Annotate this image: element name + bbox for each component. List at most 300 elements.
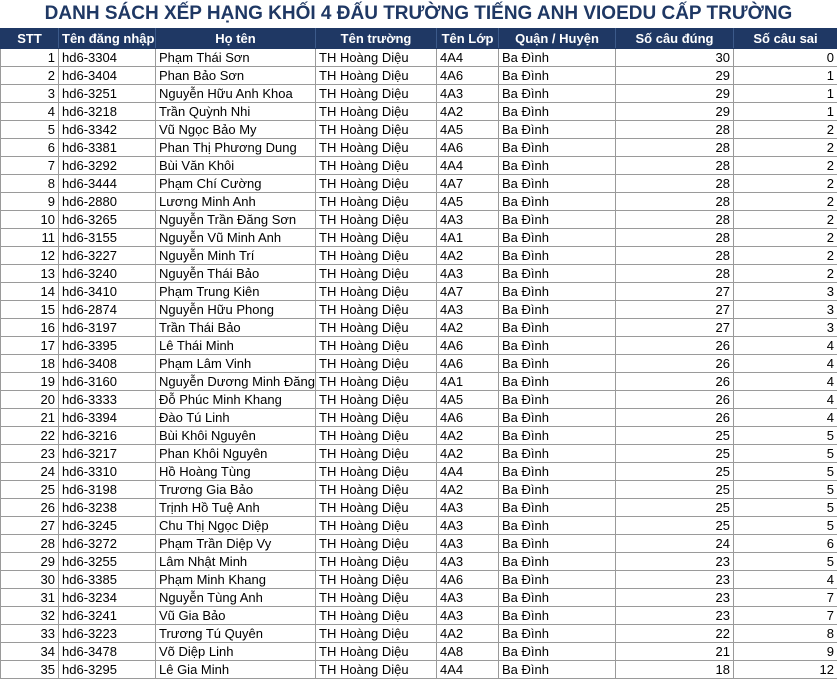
cell-school[interactable]: TH Hoàng Diệu [316,463,437,481]
cell-class[interactable]: 4A2 [437,103,499,121]
cell-class[interactable]: 4A7 [437,175,499,193]
cell-district[interactable]: Ba Đình [499,283,616,301]
cell-district[interactable]: Ba Đình [499,481,616,499]
cell-school[interactable]: TH Hoàng Diệu [316,229,437,247]
cell-full-name[interactable]: Phan Khôi Nguyên [156,445,316,463]
cell-district[interactable]: Ba Đình [499,607,616,625]
cell-wrong[interactable]: 2 [734,121,837,139]
cell-username[interactable]: hd6-3478 [59,643,156,661]
cell-class[interactable]: 4A4 [437,463,499,481]
cell-username[interactable]: hd6-3223 [59,625,156,643]
cell-correct[interactable]: 28 [616,121,734,139]
cell-district[interactable]: Ba Đình [499,337,616,355]
cell-district[interactable]: Ba Đình [499,211,616,229]
cell-stt[interactable]: 6 [1,139,59,157]
cell-username[interactable]: hd6-3394 [59,409,156,427]
table-row [1,85,837,103]
cell-school[interactable]: TH Hoàng Diệu [316,211,437,229]
cell-school[interactable]: TH Hoàng Diệu [316,139,437,157]
cell-wrong[interactable]: 0 [734,49,837,67]
cell-stt[interactable]: 18 [1,355,59,373]
cell-wrong[interactable]: 5 [734,517,837,535]
cell-username[interactable]: hd6-3240 [59,265,156,283]
cell-correct[interactable]: 27 [616,319,734,337]
cell-school[interactable]: TH Hoàng Diệu [316,85,437,103]
cell-wrong[interactable]: 4 [734,409,837,427]
cell-stt[interactable]: 33 [1,625,59,643]
cell-wrong[interactable]: 9 [734,643,837,661]
cell-stt[interactable]: 34 [1,643,59,661]
cell-stt[interactable]: 20 [1,391,59,409]
cell-correct[interactable]: 21 [616,643,734,661]
cell-class[interactable]: 4A3 [437,85,499,103]
cell-class[interactable]: 4A6 [437,571,499,589]
cell-username[interactable]: hd6-3381 [59,139,156,157]
cell-wrong[interactable]: 6 [734,535,837,553]
cell-username[interactable]: hd6-3265 [59,211,156,229]
cell-wrong[interactable]: 5 [734,463,837,481]
cell-correct[interactable]: 28 [616,247,734,265]
cell-wrong[interactable]: 7 [734,607,837,625]
cell-stt[interactable]: 17 [1,337,59,355]
cell-wrong[interactable]: 5 [734,427,837,445]
cell-full-name[interactable]: Vũ Gia Bảo [156,607,316,625]
cell-class[interactable]: 4A6 [437,409,499,427]
cell-full-name[interactable]: Lương Minh Anh [156,193,316,211]
cell-school[interactable]: TH Hoàng Diệu [316,193,437,211]
cell-school[interactable]: TH Hoàng Diệu [316,391,437,409]
cell-school[interactable]: TH Hoàng Diệu [316,481,437,499]
cell-district[interactable]: Ba Đình [499,535,616,553]
cell-correct[interactable]: 29 [616,103,734,121]
cell-username[interactable]: hd6-3385 [59,571,156,589]
cell-correct[interactable]: 25 [616,481,734,499]
cell-stt[interactable]: 35 [1,661,59,679]
cell-username[interactable]: hd6-3404 [59,67,156,85]
cell-full-name[interactable]: Phan Thị Phương Dung [156,139,316,157]
cell-full-name[interactable]: Nguyễn Hữu Anh Khoa [156,85,316,103]
cell-stt[interactable]: 32 [1,607,59,625]
cell-stt[interactable]: 16 [1,319,59,337]
cell-district[interactable]: Ba Đình [499,67,616,85]
cell-wrong[interactable]: 5 [734,499,837,517]
cell-district[interactable]: Ba Đình [499,229,616,247]
cell-username[interactable]: hd6-3444 [59,175,156,193]
table-row [1,607,837,625]
cell-class[interactable]: 4A3 [437,499,499,517]
cell-full-name[interactable]: Nguyễn Vũ Minh Anh [156,229,316,247]
cell-stt[interactable]: 25 [1,481,59,499]
cell-correct[interactable]: 23 [616,553,734,571]
cell-district[interactable]: Ba Đình [499,445,616,463]
cell-username[interactable]: hd6-3216 [59,427,156,445]
cell-stt[interactable]: 28 [1,535,59,553]
header-stt[interactable]: STT [1,29,59,49]
cell-full-name[interactable]: Phạm Minh Khang [156,571,316,589]
cell-class[interactable]: 4A6 [437,139,499,157]
cell-wrong[interactable]: 1 [734,103,837,121]
cell-school[interactable]: TH Hoàng Diệu [316,409,437,427]
cell-school[interactable]: TH Hoàng Diệu [316,247,437,265]
cell-full-name[interactable]: Nguyễn Hữu Phong [156,301,316,319]
cell-class[interactable]: 4A4 [437,661,499,679]
header-username[interactable]: Tên đăng nhập [59,29,156,49]
cell-school[interactable]: TH Hoàng Diệu [316,373,437,391]
cell-correct[interactable]: 18 [616,661,734,679]
table-row [1,67,837,85]
cell-username[interactable]: hd6-3295 [59,661,156,679]
cell-correct[interactable]: 25 [616,463,734,481]
header-class[interactable]: Tên Lớp [437,29,499,49]
cell-stt[interactable]: 23 [1,445,59,463]
cell-class[interactable]: 4A3 [437,301,499,319]
cell-wrong[interactable]: 1 [734,85,837,103]
cell-stt[interactable]: 21 [1,409,59,427]
cell-district[interactable]: Ba Đình [499,157,616,175]
cell-class[interactable]: 4A5 [437,121,499,139]
cell-correct[interactable]: 30 [616,49,734,67]
cell-school[interactable]: TH Hoàng Diệu [316,355,437,373]
cell-class[interactable]: 4A2 [437,481,499,499]
cell-wrong[interactable]: 2 [734,247,837,265]
cell-class[interactable]: 4A3 [437,607,499,625]
cell-full-name[interactable]: Nguyễn Tùng Anh [156,589,316,607]
cell-wrong[interactable]: 12 [734,661,837,679]
cell-class[interactable]: 4A2 [437,319,499,337]
cell-school[interactable]: TH Hoàng Diệu [316,535,437,553]
cell-full-name[interactable]: Vũ Ngọc Bảo My [156,121,316,139]
cell-class[interactable]: 4A7 [437,283,499,301]
cell-full-name[interactable]: Võ Diệp Linh [156,643,316,661]
cell-full-name[interactable]: Phạm Lâm Vinh [156,355,316,373]
cell-username[interactable]: hd6-3218 [59,103,156,121]
table-row [1,409,837,427]
cell-correct[interactable]: 29 [616,67,734,85]
cell-class[interactable]: 4A3 [437,211,499,229]
cell-wrong[interactable]: 3 [734,283,837,301]
cell-school[interactable]: TH Hoàng Diệu [316,445,437,463]
cell-username[interactable]: hd6-3342 [59,121,156,139]
cell-school[interactable]: TH Hoàng Diệu [316,103,437,121]
cell-class[interactable]: 4A4 [437,157,499,175]
cell-stt[interactable]: 24 [1,463,59,481]
cell-correct[interactable]: 27 [616,283,734,301]
cell-wrong[interactable]: 2 [734,139,837,157]
cell-username[interactable]: hd6-3292 [59,157,156,175]
cell-school[interactable]: TH Hoàng Diệu [316,265,437,283]
cell-class[interactable]: 4A3 [437,517,499,535]
cell-stt[interactable]: 2 [1,67,59,85]
cell-school[interactable]: TH Hoàng Diệu [316,553,437,571]
cell-class[interactable]: 4A5 [437,391,499,409]
cell-username[interactable]: hd6-3160 [59,373,156,391]
cell-full-name[interactable]: Lê Thái Minh [156,337,316,355]
cell-wrong[interactable]: 2 [734,229,837,247]
cell-full-name[interactable]: Nguyễn Dương Minh Đăng [156,373,316,391]
cell-wrong[interactable]: 5 [734,553,837,571]
cell-full-name[interactable]: Lê Gia Minh [156,661,316,679]
cell-username[interactable]: hd6-3234 [59,589,156,607]
cell-school[interactable]: TH Hoàng Diệu [316,517,437,535]
cell-stt[interactable]: 5 [1,121,59,139]
cell-wrong[interactable]: 4 [734,391,837,409]
cell-district[interactable]: Ba Đình [499,49,616,67]
cell-correct[interactable]: 28 [616,193,734,211]
cell-correct[interactable]: 26 [616,409,734,427]
cell-username[interactable]: hd6-3251 [59,85,156,103]
cell-username[interactable]: hd6-2880 [59,193,156,211]
cell-full-name[interactable]: Trương Gia Bảo [156,481,316,499]
cell-stt[interactable]: 29 [1,553,59,571]
cell-correct[interactable]: 25 [616,517,734,535]
cell-district[interactable]: Ba Đình [499,517,616,535]
cell-full-name[interactable]: Chu Thị Ngọc Diệp [156,517,316,535]
cell-district[interactable]: Ba Đình [499,265,616,283]
cell-school[interactable]: TH Hoàng Diệu [316,643,437,661]
cell-correct[interactable]: 25 [616,499,734,517]
cell-class[interactable]: 4A3 [437,265,499,283]
cell-class[interactable]: 4A6 [437,337,499,355]
cell-wrong[interactable]: 4 [734,571,837,589]
cell-full-name[interactable]: Hồ Hoàng Tùng [156,463,316,481]
cell-stt[interactable]: 10 [1,211,59,229]
cell-correct[interactable]: 28 [616,229,734,247]
header-full-name[interactable]: Họ tên [156,29,316,49]
cell-school[interactable]: TH Hoàng Diệu [316,427,437,445]
cell-district[interactable]: Ba Đình [499,355,616,373]
cell-full-name[interactable]: Nguyễn Minh Trí [156,247,316,265]
cell-correct[interactable]: 28 [616,157,734,175]
cell-stt[interactable]: 14 [1,283,59,301]
cell-district[interactable]: Ba Đình [499,409,616,427]
cell-full-name[interactable]: Phan Bảo Sơn [156,67,316,85]
cell-school[interactable]: TH Hoàng Diệu [316,121,437,139]
cell-correct[interactable]: 23 [616,607,734,625]
cell-username[interactable]: hd6-3217 [59,445,156,463]
cell-district[interactable]: Ba Đình [499,121,616,139]
cell-wrong[interactable]: 3 [734,301,837,319]
cell-correct[interactable]: 22 [616,625,734,643]
cell-wrong[interactable]: 5 [734,445,837,463]
cell-full-name[interactable]: Phạm Chí Cường [156,175,316,193]
cell-district[interactable]: Ba Đình [499,103,616,121]
cell-username[interactable]: hd6-2874 [59,301,156,319]
cell-class[interactable]: 4A3 [437,553,499,571]
cell-district[interactable]: Ba Đình [499,589,616,607]
cell-stt[interactable]: 15 [1,301,59,319]
cell-district[interactable]: Ba Đình [499,391,616,409]
cell-full-name[interactable]: Trịnh Hồ Tuệ Anh [156,499,316,517]
cell-class[interactable]: 4A2 [437,625,499,643]
table-row [1,49,837,67]
cell-school[interactable]: TH Hoàng Diệu [316,67,437,85]
cell-district[interactable]: Ba Đình [499,553,616,571]
cell-correct[interactable]: 27 [616,301,734,319]
cell-wrong[interactable]: 3 [734,319,837,337]
cell-username[interactable]: hd6-3410 [59,283,156,301]
cell-district[interactable]: Ba Đình [499,247,616,265]
cell-class[interactable]: 4A4 [437,49,499,67]
cell-correct[interactable]: 24 [616,535,734,553]
cell-district[interactable]: Ba Đình [499,319,616,337]
cell-school[interactable]: TH Hoàng Diệu [316,661,437,679]
cell-district[interactable]: Ba Đình [499,373,616,391]
cell-school[interactable]: TH Hoàng Diệu [316,301,437,319]
cell-correct[interactable]: 29 [616,85,734,103]
cell-wrong[interactable]: 4 [734,337,837,355]
cell-school[interactable]: TH Hoàng Diệu [316,175,437,193]
table-row [1,139,837,157]
cell-stt[interactable]: 12 [1,247,59,265]
cell-class[interactable]: 4A3 [437,535,499,553]
cell-school[interactable]: TH Hoàng Diệu [316,607,437,625]
cell-class[interactable]: 4A2 [437,247,499,265]
cell-district[interactable]: Ba Đình [499,193,616,211]
cell-school[interactable]: TH Hoàng Diệu [316,157,437,175]
cell-full-name[interactable]: Nguyễn Trần Đăng Sơn [156,211,316,229]
cell-district[interactable]: Ba Đình [499,139,616,157]
cell-class[interactable]: 4A3 [437,589,499,607]
cell-correct[interactable]: 23 [616,571,734,589]
cell-full-name[interactable]: Bùi Văn Khôi [156,157,316,175]
cell-wrong[interactable]: 2 [734,157,837,175]
cell-class[interactable]: 4A6 [437,355,499,373]
cell-stt[interactable]: 8 [1,175,59,193]
cell-full-name[interactable]: Phạm Thái Sơn [156,49,316,67]
cell-district[interactable]: Ba Đình [499,661,616,679]
table-row [1,391,837,409]
cell-wrong[interactable]: 4 [734,355,837,373]
cell-username[interactable]: hd6-3198 [59,481,156,499]
cell-school[interactable]: TH Hoàng Diệu [316,499,437,517]
cell-wrong[interactable]: 1 [734,67,837,85]
table-row [1,283,837,301]
cell-full-name[interactable]: Đào Tú Linh [156,409,316,427]
cell-username[interactable]: hd6-3255 [59,553,156,571]
cell-district[interactable]: Ba Đình [499,301,616,319]
cell-district[interactable]: Ba Đình [499,571,616,589]
cell-username[interactable]: hd6-3310 [59,463,156,481]
cell-username[interactable]: hd6-3241 [59,607,156,625]
cell-full-name[interactable]: Phạm Trần Diệp Vy [156,535,316,553]
cell-school[interactable]: TH Hoàng Diệu [316,589,437,607]
cell-correct[interactable]: 28 [616,175,734,193]
cell-wrong[interactable]: 2 [734,175,837,193]
cell-stt[interactable]: 9 [1,193,59,211]
cell-district[interactable]: Ba Đình [499,175,616,193]
cell-class[interactable]: 4A1 [437,229,499,247]
cell-full-name[interactable]: Trần Thái Bảo [156,319,316,337]
cell-stt[interactable]: 3 [1,85,59,103]
table-row [1,229,837,247]
cell-school[interactable]: TH Hoàng Diệu [316,337,437,355]
cell-wrong[interactable]: 2 [734,193,837,211]
cell-school[interactable]: TH Hoàng Diệu [316,283,437,301]
cell-wrong[interactable]: 8 [734,625,837,643]
header-correct[interactable]: Số câu đúng [616,29,734,49]
cell-username[interactable]: hd6-3272 [59,535,156,553]
cell-username[interactable]: hd6-3155 [59,229,156,247]
cell-district[interactable]: Ba Đình [499,463,616,481]
cell-stt[interactable]: 13 [1,265,59,283]
cell-stt[interactable]: 4 [1,103,59,121]
cell-correct[interactable]: 23 [616,589,734,607]
cell-stt[interactable]: 27 [1,517,59,535]
cell-class[interactable]: 4A8 [437,643,499,661]
cell-stt[interactable]: 11 [1,229,59,247]
cell-district[interactable]: Ba Đình [499,625,616,643]
cell-class[interactable]: 4A1 [437,373,499,391]
cell-correct[interactable]: 28 [616,265,734,283]
table-row [1,175,837,193]
cell-correct[interactable]: 26 [616,355,734,373]
cell-school[interactable]: TH Hoàng Diệu [316,319,437,337]
cell-correct[interactable]: 26 [616,391,734,409]
cell-class[interactable]: 4A5 [437,193,499,211]
cell-full-name[interactable]: Phạm Trung Kiên [156,283,316,301]
header-school[interactable]: Tên trường [316,29,437,49]
cell-district[interactable]: Ba Đình [499,427,616,445]
cell-full-name[interactable]: Trần Quỳnh Nhi [156,103,316,121]
cell-username[interactable]: hd6-3395 [59,337,156,355]
cell-full-name[interactable]: Lâm Nhật Minh [156,553,316,571]
table-row [1,337,837,355]
cell-username[interactable]: hd6-3238 [59,499,156,517]
sheet-title: DANH SÁCH XẾP HẠNG KHỐI 4 ĐẤU TRƯỜNG TIẾNG ANH VIOEDU CẤP TRƯỜNG [44,3,793,24]
cell-school[interactable]: TH Hoàng Diệu [316,571,437,589]
cell-stt[interactable]: 7 [1,157,59,175]
header-district[interactable]: Quận / Huyện [499,29,616,49]
cell-stt[interactable]: 22 [1,427,59,445]
cell-full-name[interactable]: Nguyễn Thái Bảo [156,265,316,283]
cell-full-name[interactable]: Đỗ Phúc Minh Khang [156,391,316,409]
cell-full-name[interactable]: Bùi Khôi Nguyên [156,427,316,445]
header-wrong[interactable]: Số câu sai [734,29,837,49]
cell-wrong[interactable]: 2 [734,211,837,229]
cell-stt[interactable]: 1 [1,49,59,67]
cell-school[interactable]: TH Hoàng Diệu [316,49,437,67]
cell-full-name[interactable]: Trương Tú Quyên [156,625,316,643]
cell-stt[interactable]: 31 [1,589,59,607]
cell-wrong[interactable]: 4 [734,373,837,391]
cell-correct[interactable]: 26 [616,373,734,391]
cell-username[interactable]: hd6-3227 [59,247,156,265]
cell-username[interactable]: hd6-3245 [59,517,156,535]
cell-correct[interactable]: 28 [616,211,734,229]
cell-district[interactable]: Ba Đình [499,499,616,517]
cell-class[interactable]: 4A2 [437,427,499,445]
cell-correct[interactable]: 25 [616,445,734,463]
cell-username[interactable]: hd6-3304 [59,49,156,67]
cell-username[interactable]: hd6-3333 [59,391,156,409]
cell-class[interactable]: 4A6 [437,67,499,85]
cell-wrong[interactable]: 5 [734,481,837,499]
cell-district[interactable]: Ba Đình [499,85,616,103]
cell-stt[interactable]: 30 [1,571,59,589]
cell-username[interactable]: hd6-3197 [59,319,156,337]
cell-correct[interactable]: 26 [616,337,734,355]
cell-stt[interactable]: 19 [1,373,59,391]
cell-username[interactable]: hd6-3408 [59,355,156,373]
cell-correct[interactable]: 28 [616,139,734,157]
cell-district[interactable]: Ba Đình [499,643,616,661]
cell-wrong[interactable]: 7 [734,589,837,607]
cell-school[interactable]: TH Hoàng Diệu [316,625,437,643]
cell-wrong[interactable]: 2 [734,265,837,283]
cell-stt[interactable]: 26 [1,499,59,517]
cell-class[interactable]: 4A2 [437,445,499,463]
cell-correct[interactable]: 25 [616,427,734,445]
